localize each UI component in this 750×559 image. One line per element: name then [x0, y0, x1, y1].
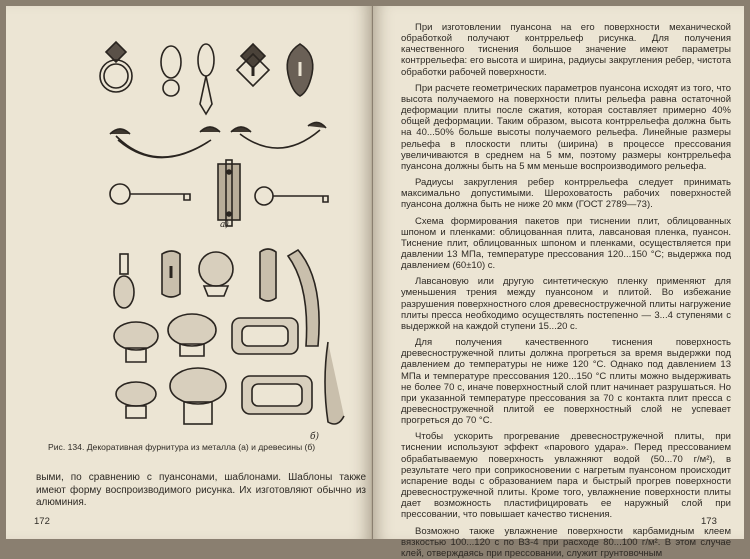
wooden-escutcheon-2	[260, 249, 276, 301]
paragraph: Радиусы закругления ребер контррельефа следует принимать максимально допустимыми. Шероховатость рабочих поверхностей пуансона должна быть не ниже 20 мкм (ГОСТ 2789—73).	[401, 177, 731, 211]
recessed-pull-2	[242, 376, 312, 414]
wooden-drop-pull	[114, 254, 134, 308]
drop-pull-1	[161, 46, 181, 96]
wooden-escutcheon-1	[162, 251, 180, 297]
mushroom-knob-4	[170, 368, 226, 424]
key-2	[255, 187, 328, 205]
ring-pull-1	[100, 42, 132, 92]
hinge	[218, 160, 240, 226]
mushroom-knob-2	[168, 314, 216, 356]
hardware-illustration	[28, 14, 356, 442]
mushroom-knob-3	[116, 382, 156, 418]
paragraph: Схема формирования пакетов при тиснении плит, облицованных шпоном и пленками: облицованная плита, лавсановая пленка, пуансон. Тиснение плит, облицованных шпоном и пленками, осуществляется при давлении 13 МПа, температуре прессования 120...150 °С; выдержка под давлением (60±10) с.	[401, 215, 731, 272]
wooden-knob-round	[199, 252, 233, 296]
escutcheon-2	[287, 44, 313, 96]
bail-handle-1	[110, 127, 220, 158]
figure-caption: Рис. 134. Декоративная фурнитура из металла (а) и древесины (б)	[48, 442, 316, 452]
left-page	[6, 6, 372, 539]
paragraph: Для получения качественного тиснения поверхность древесностружечной плиты должна прогреться за время выдержки под давлением до температуры не ниже 120 °С. Однако под давлением 13 МПа и температуре прессования 120...150 °С плиты можно выдерживать не более 70 с, иначе поверхностный слой плит начинает разрушаться. Но при указанной температуре прессования за 70 с контакта плит пресса с древесностружечной плитой ее поверхностный слой не успевает прогреться до 70 °С.	[401, 337, 731, 427]
paragraph: При изготовлении пуансона на его поверхности механической обработкой получают контррельеф рисунка. Для получения качественного тиснения большое значение имеют параметры контррельефа: его высота и ширина, радиусы закругления ребер, чистота обработки рабочей поверхности.	[401, 22, 731, 78]
right-page-number: 173	[701, 516, 717, 527]
paragraph: При расчете геометрических параметров пуансона исходят из того, что высота получаемого на поверхности плиты рельефа равна остаточной деформации плиты после сжатия, которая составляет примерно 40% общей деформации. Таким образом, высота контррельефа должна быть на 40...50% больше высоты получаемого рельефа. Линейные размеры рельефа в плоскости плиты (ширина) в процессе прессования увеличиваются в среднем на 5 мм, поэтому размеры контррельефа пуансона должны быть на 5 мм меньше воспроизводимого рельефа.	[401, 82, 731, 172]
paragraph: Лавсановую или другую синтетическую пленку применяют для уменьшения трения между пуансоном и плитой. Во избежание разрушения поверхностного слоя древесностружечной плиты нагружение плиты пресса необходимо осуществлять постепенно — 3...4 ступенями с выдержкой на каждой ступени 15...20 с.	[401, 276, 731, 332]
mushroom-knob-1	[114, 322, 158, 362]
right-page	[373, 6, 744, 559]
figure-label-b: б)	[310, 432, 320, 442]
paragraph: Возможно также увлажнение поверхности карбамидным клеем вязкостью 100...120 с по ВЗ-4 при расходе 80...100 г/м². В этом случае клей, отверждаясь при прессовании, служит грунтовочным	[401, 525, 731, 559]
left-page-number: 172	[34, 516, 50, 527]
key-1	[110, 184, 190, 204]
drop-pull-2	[198, 44, 214, 114]
figure-label-a: а)	[220, 220, 229, 230]
wooden-hook	[325, 342, 344, 424]
escutcheon-1	[237, 44, 269, 86]
furniture-fittings-drawing	[28, 14, 356, 434]
right-body-text	[401, 22, 731, 559]
paragraph: Чтобы ускорить прогревание древесностружечной плиты, при тиснении используют эффект «парового удара». Перед прессованием обрабатываемую поверхность увлажняют водой (50...70 г/м²), в результате чего при соприкосновении с нагретым пуансоном происходит испарение воды с образованием пара и быстрый прогрев поверхности древесностружечной плиты. Кроме того, увлажнение поверхности плиты дает возможность пластифицировать ее наружный слой при прессовании, что повышает качество тиснения.	[401, 431, 731, 521]
bail-handle-2	[231, 122, 326, 148]
recessed-pull-1	[232, 318, 298, 354]
left-body-text: выми, по сравнению с пуансонами, шаблонами. Шаблоны также имеют форму воспроизводимого рисунка. Их изготовляют обычно из алюминия.	[36, 472, 366, 508]
